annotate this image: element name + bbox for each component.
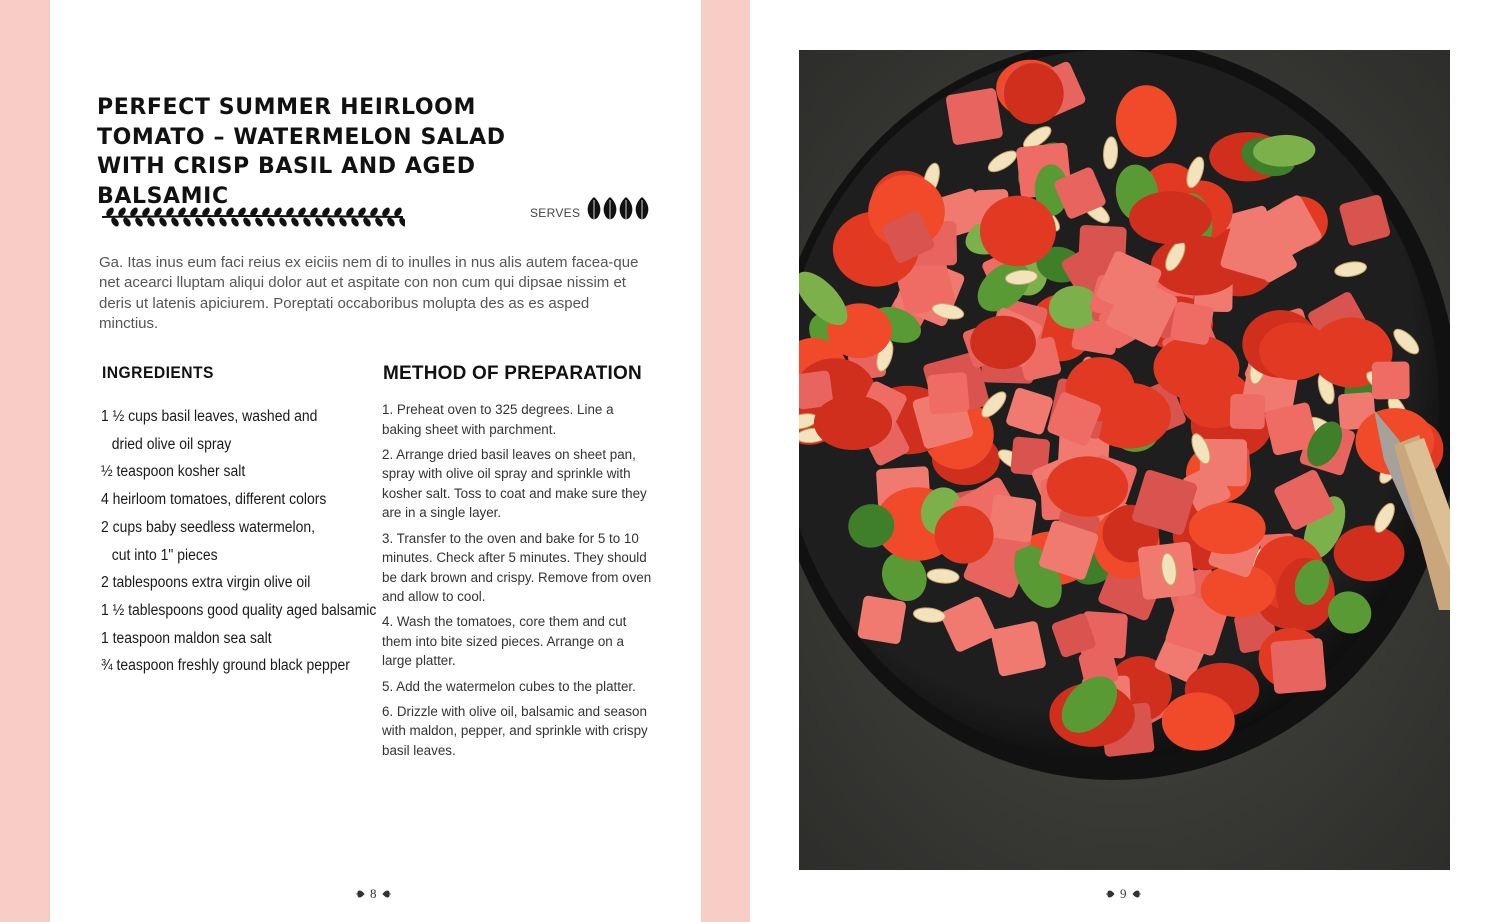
salad-bowl-image xyxy=(799,50,1450,870)
floral-ornament-icon xyxy=(1132,888,1142,900)
ingredient-item: dried olive oil spray xyxy=(111,435,232,453)
ingredient-item: ¾ teaspoon freshly ground black pepper xyxy=(101,657,350,675)
floral-ornament-icon xyxy=(382,888,392,900)
ingredient-item: 1 ½ tablespoons good quality aged balsamic xyxy=(101,601,377,619)
leaf-serving-icon xyxy=(586,196,602,222)
ingredients-list xyxy=(101,403,377,680)
recipe-intro: Ga. Itas inus eum faci reius ex eiciis nem di to inulles in nus alis autem facea-que net acearci lluptam aliqui dolor aut et aspitate con non cum qui dipsae nissim et deris ut latenis apiciurem. Poreptati occaboribus molupta des as es asped minctius. xyxy=(99,254,639,332)
leaf-serving-icon xyxy=(634,196,650,222)
floral-ornament-icon xyxy=(355,888,365,900)
gutter-strip xyxy=(701,0,750,922)
page-number-left xyxy=(355,886,392,902)
ingredient-item: 2 cups baby seedless watermelon, xyxy=(101,518,316,536)
method-step: 2. Arrange dried basil leaves on sheet pan, spray with olive oil spray and sprinkle with kosher salt. Toss to coat and make sure they are in a single layer. xyxy=(382,446,647,521)
leaf-serving-icon xyxy=(602,196,618,222)
page-number: 8 xyxy=(370,886,377,901)
ingredient-item: 1 ½ cups basil leaves, washed and xyxy=(101,408,318,425)
ingredient-item: ½ teaspoon kosher salt xyxy=(101,463,246,481)
serves-indicator xyxy=(530,196,650,222)
serves-label: SERVES xyxy=(530,206,581,220)
method-step: 3. Transfer to the oven and bake for 5 to 10 minutes. Check after 5 minutes. They should be dark brown and crispy. Remove from oven and allow to cool. xyxy=(382,530,652,605)
page-number-right xyxy=(1105,886,1142,902)
ingredient-item: 2 tablespoons extra virgin olive oil xyxy=(101,574,311,592)
photo-page xyxy=(750,0,1500,922)
page-number: 9 xyxy=(1120,886,1127,901)
method-step: 4. Wash the tomatoes, core them and cut them into bite sized pieces. Arrange on a large platter. xyxy=(382,614,627,669)
recipe-title: PERFECT SUMMER HEIRLOOM TOMATO – WATERMELON SALAD WITH CRISP BASIL AND AGED BALSAMIC xyxy=(97,95,506,209)
method-step: 6. Drizzle with olive oil, balsamic and season with maldon, pepper, and sprinkle with crispy basil leaves. xyxy=(382,703,648,758)
floral-ornament-icon xyxy=(1105,888,1115,900)
method-step: 5. Add the watermelon cubes to the platter. xyxy=(382,678,636,694)
ingredient-item: cut into 1" pieces xyxy=(111,546,218,564)
method-list xyxy=(382,400,654,766)
left-margin-strip xyxy=(0,0,50,922)
vine-divider-icon xyxy=(100,206,405,228)
recipe-page xyxy=(50,0,701,922)
ingredients-heading: INGREDIENTS xyxy=(102,363,214,382)
method-heading: METHOD OF PREPARATION xyxy=(383,363,642,384)
method-step: 1. Preheat oven to 325 degrees. Line a baking sheet with parchment. xyxy=(382,402,614,437)
leaf-serving-icon xyxy=(618,196,634,222)
serving-leaves xyxy=(586,196,650,222)
ingredient-item: 4 heirloom tomatoes, different colors xyxy=(101,491,327,509)
salad-photo xyxy=(799,50,1450,870)
ingredient-item: 1 teaspoon maldon sea salt xyxy=(101,629,272,647)
